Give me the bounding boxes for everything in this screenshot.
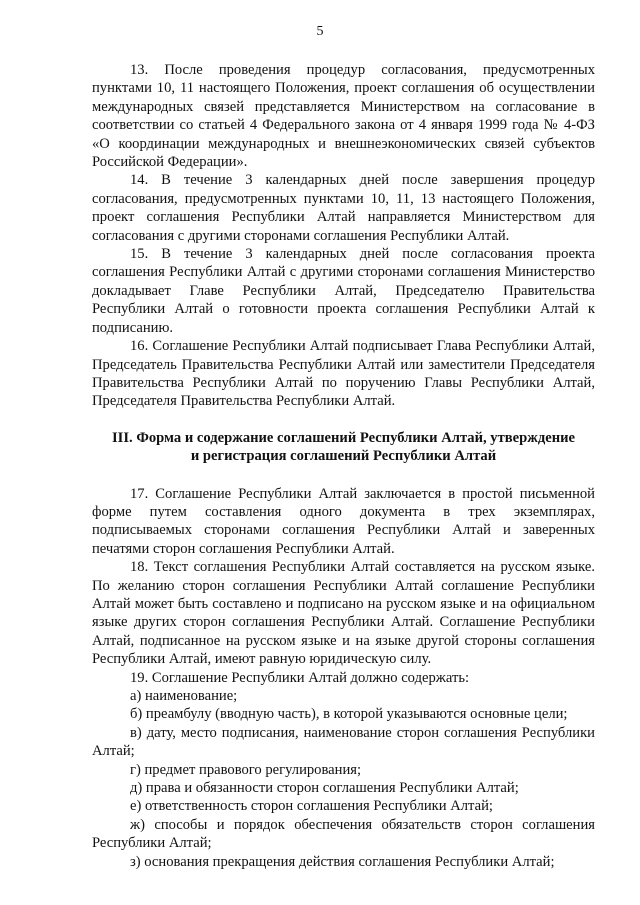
paragraph-15: 15. В течение 3 календарных дней после согласования проекта соглашения Республики Алтай с другими сторонами соглашения Министерство докладывает Главе Республики Алтай, Председателю Правительства Республики Алтай о готовности проекта соглашения Республики Алтай к подписанию. [92, 246, 595, 336]
document-body [92, 61, 595, 871]
paragraph-17: 17. Соглашение Республики Алтай заключается в простой письменной форме путем составления одного документа в трех экземплярах, подписываемых сторонами соглашения Республики Алтай и заверенных печатями сторон соглашения Республики Алтай. [92, 485, 595, 557]
section-heading-line-1: III. Форма и содержание соглашений Республики Алтай, утверждение [112, 429, 575, 446]
page-number: 5 [316, 24, 324, 39]
list-item-e: е) ответственность сторон соглашения Республики Алтай; [130, 798, 493, 815]
list-item-b: б) преамбулу (вводную часть), в которой указываются основные цели; [130, 706, 568, 723]
paragraph-14: 14. В течение 3 календарных дней после завершения процедур согласования, предусмотренных пунктами 10, 11, 13 настоящего Положения, проект соглашения Республики Алтай направляется Министерством для согласования с другими сторонами соглашения Республики Алтай. [92, 172, 595, 244]
list-item-z: з) основания прекращения действия соглашения Республики Алтай; [130, 853, 555, 870]
section-heading [92, 429, 595, 466]
paragraph-19: 19. Соглашение Республики Алтай должно содержать: [130, 669, 470, 686]
list-item-v: в) дату, место подписания, наименование сторон соглашения Республики Алтай; [92, 724, 595, 760]
paragraph-18: 18. Текст соглашения Республики Алтай составляется на русском языке. По желанию сторон соглашения Республики Алтай соглашение Республики Алтай может быть составлено и подписано на русском языке и на официальном языке других сторон соглашения Республики Алтай. Соглашение Республики Алтай, подписанное на русском языке и на языке другой стороны соглашения Республики Алтай, имеют равную юридическую силу. [92, 559, 595, 668]
paragraph-13: 13. После проведения процедур согласования, предусмотренных пунктами 10, 11 настоящего Положения, проект соглашения об осуществлении международных связей представляется Министерством на согласование в соответствии со статьей 4 Федерального закона от 4 января 1999 года № 4-ФЗ «О координации международных и внешнеэкономических связей субъектов Российской Федерации». [92, 62, 595, 171]
paragraph-16: 16. Соглашение Республики Алтай подписывает Глава Республики Алтай, Председатель Правительства Республики Алтай или заместители Председателя Правительства Республики Алтай по поручению Главы Республики Алтай, Председателя Правительства Республики Алтай. [92, 338, 595, 410]
list-item-a: а) наименование; [130, 688, 238, 704]
section-heading-line-2: и регистрация соглашений Республики Алтай [190, 448, 497, 465]
list-item-g: г) предмет правового регулирования; [130, 761, 362, 778]
list-item-d: д) права и обязанности сторон соглашения Республики Алтай; [130, 780, 519, 797]
list-item-zh: ж) способы и порядок обеспечения обязательств сторон соглашения Республики Алтай; [92, 816, 595, 852]
